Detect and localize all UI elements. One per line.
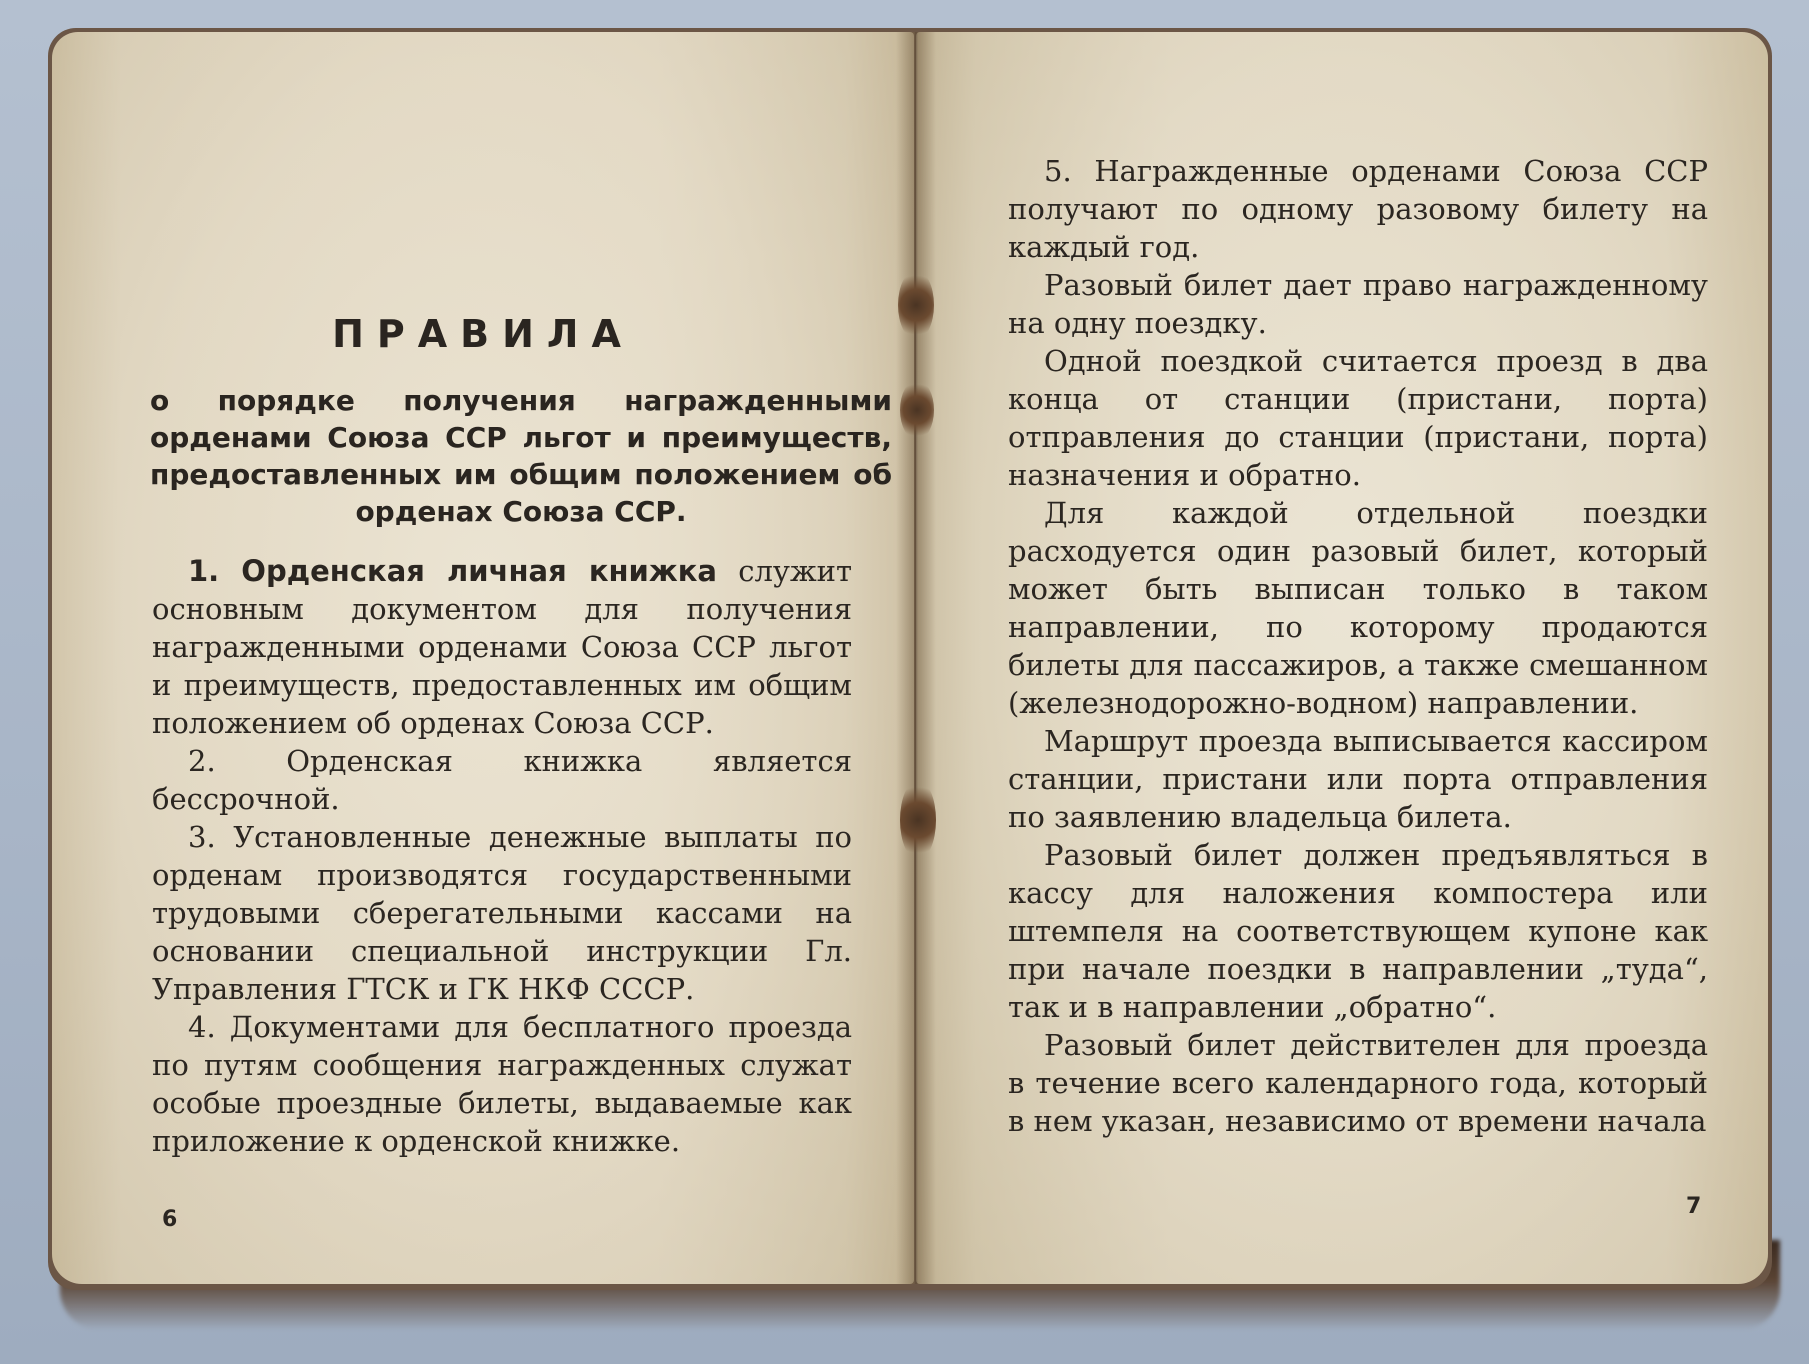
binding-stain xyxy=(900,780,936,860)
rule-3-text: 3. Установленные денежные выплаты по орденам производятся государственными трудовыми сберегательными кассами на основании специальной инструкции Гл. Управления ГТСК и ГК НКФ СССР. xyxy=(152,820,852,1006)
rules-title: ПРАВИЛА xyxy=(332,312,634,356)
right-paragraph-3: Одной поездкой считается проезд в два конца от станции (пристани, порта) отправления до станции (пристани, порта) назначения и обратно. xyxy=(1008,344,1708,492)
rules-subtitle: о порядке получения награжденными орденами Союза ССР льгот и преимуществ, предоставленных им общим положением об орденах Союза ССР. xyxy=(150,384,892,528)
rule-1-lead: 1. Орденская личная книжка xyxy=(188,554,717,588)
rule-2-text: 2. Орденская книжка является бессрочной. xyxy=(152,744,852,816)
rule-1-text: служит основным документом для получения награжденными орденами Союза ССР льгот и преимуществ, предоставленных им общим положением об орденах Союза ССР. xyxy=(152,554,852,740)
right-paragraph-1: 5. Награжденные орденами Союза ССР получают по одному разовому билету на каждый год. xyxy=(1008,154,1708,264)
rule-paragraph-1 xyxy=(152,552,852,742)
right-paragraph-7: Разовый билет действителен для проезда в течение всего календарного года, который в нем указан, независимо от времени начала xyxy=(1008,1028,1708,1138)
page-number-right: 7 xyxy=(1686,1194,1702,1219)
right-paragraph-4: Для каждой отдельной поездки расходуется один разовый билет, который может быть выписан только в таком направлении, по которому продаются билеты для пассажиров, а также смешанном (железнодорожно-водном) направлении. xyxy=(1008,496,1708,720)
book-gutter xyxy=(896,32,936,1284)
right-page xyxy=(916,32,1768,1284)
right-paragraph-6: Разовый билет должен предъявляться в кассу для наложения компостера или штемпеля на соответствующем купоне как при начале поездки в направлении „туда“, так и в направлении „обратно“. xyxy=(1008,838,1708,1024)
rule-paragraph-3 xyxy=(152,818,852,1008)
right-page-body xyxy=(1008,152,1708,1140)
rule-4-text: 4. Документами для бесплатного проезда по путям сообщения награжденных служат особые проездные билеты, выдаваемые как приложение к орденской книжке. xyxy=(152,1010,852,1158)
rule-paragraph-2 xyxy=(152,742,852,818)
rule-paragraph-4 xyxy=(152,1008,852,1160)
left-page xyxy=(52,32,914,1284)
left-page-body xyxy=(152,552,852,1160)
right-paragraph-2: Разовый билет дает право награжденному на одну поездку. xyxy=(1008,268,1708,340)
binding-stain xyxy=(900,380,934,440)
right-paragraph-5: Маршрут проезда выписывается кассиром станции, пристани или порта отправления по заявлению владельца билета. xyxy=(1008,724,1708,834)
binding-stain xyxy=(898,270,934,340)
page-number-left: 6 xyxy=(162,1207,178,1232)
